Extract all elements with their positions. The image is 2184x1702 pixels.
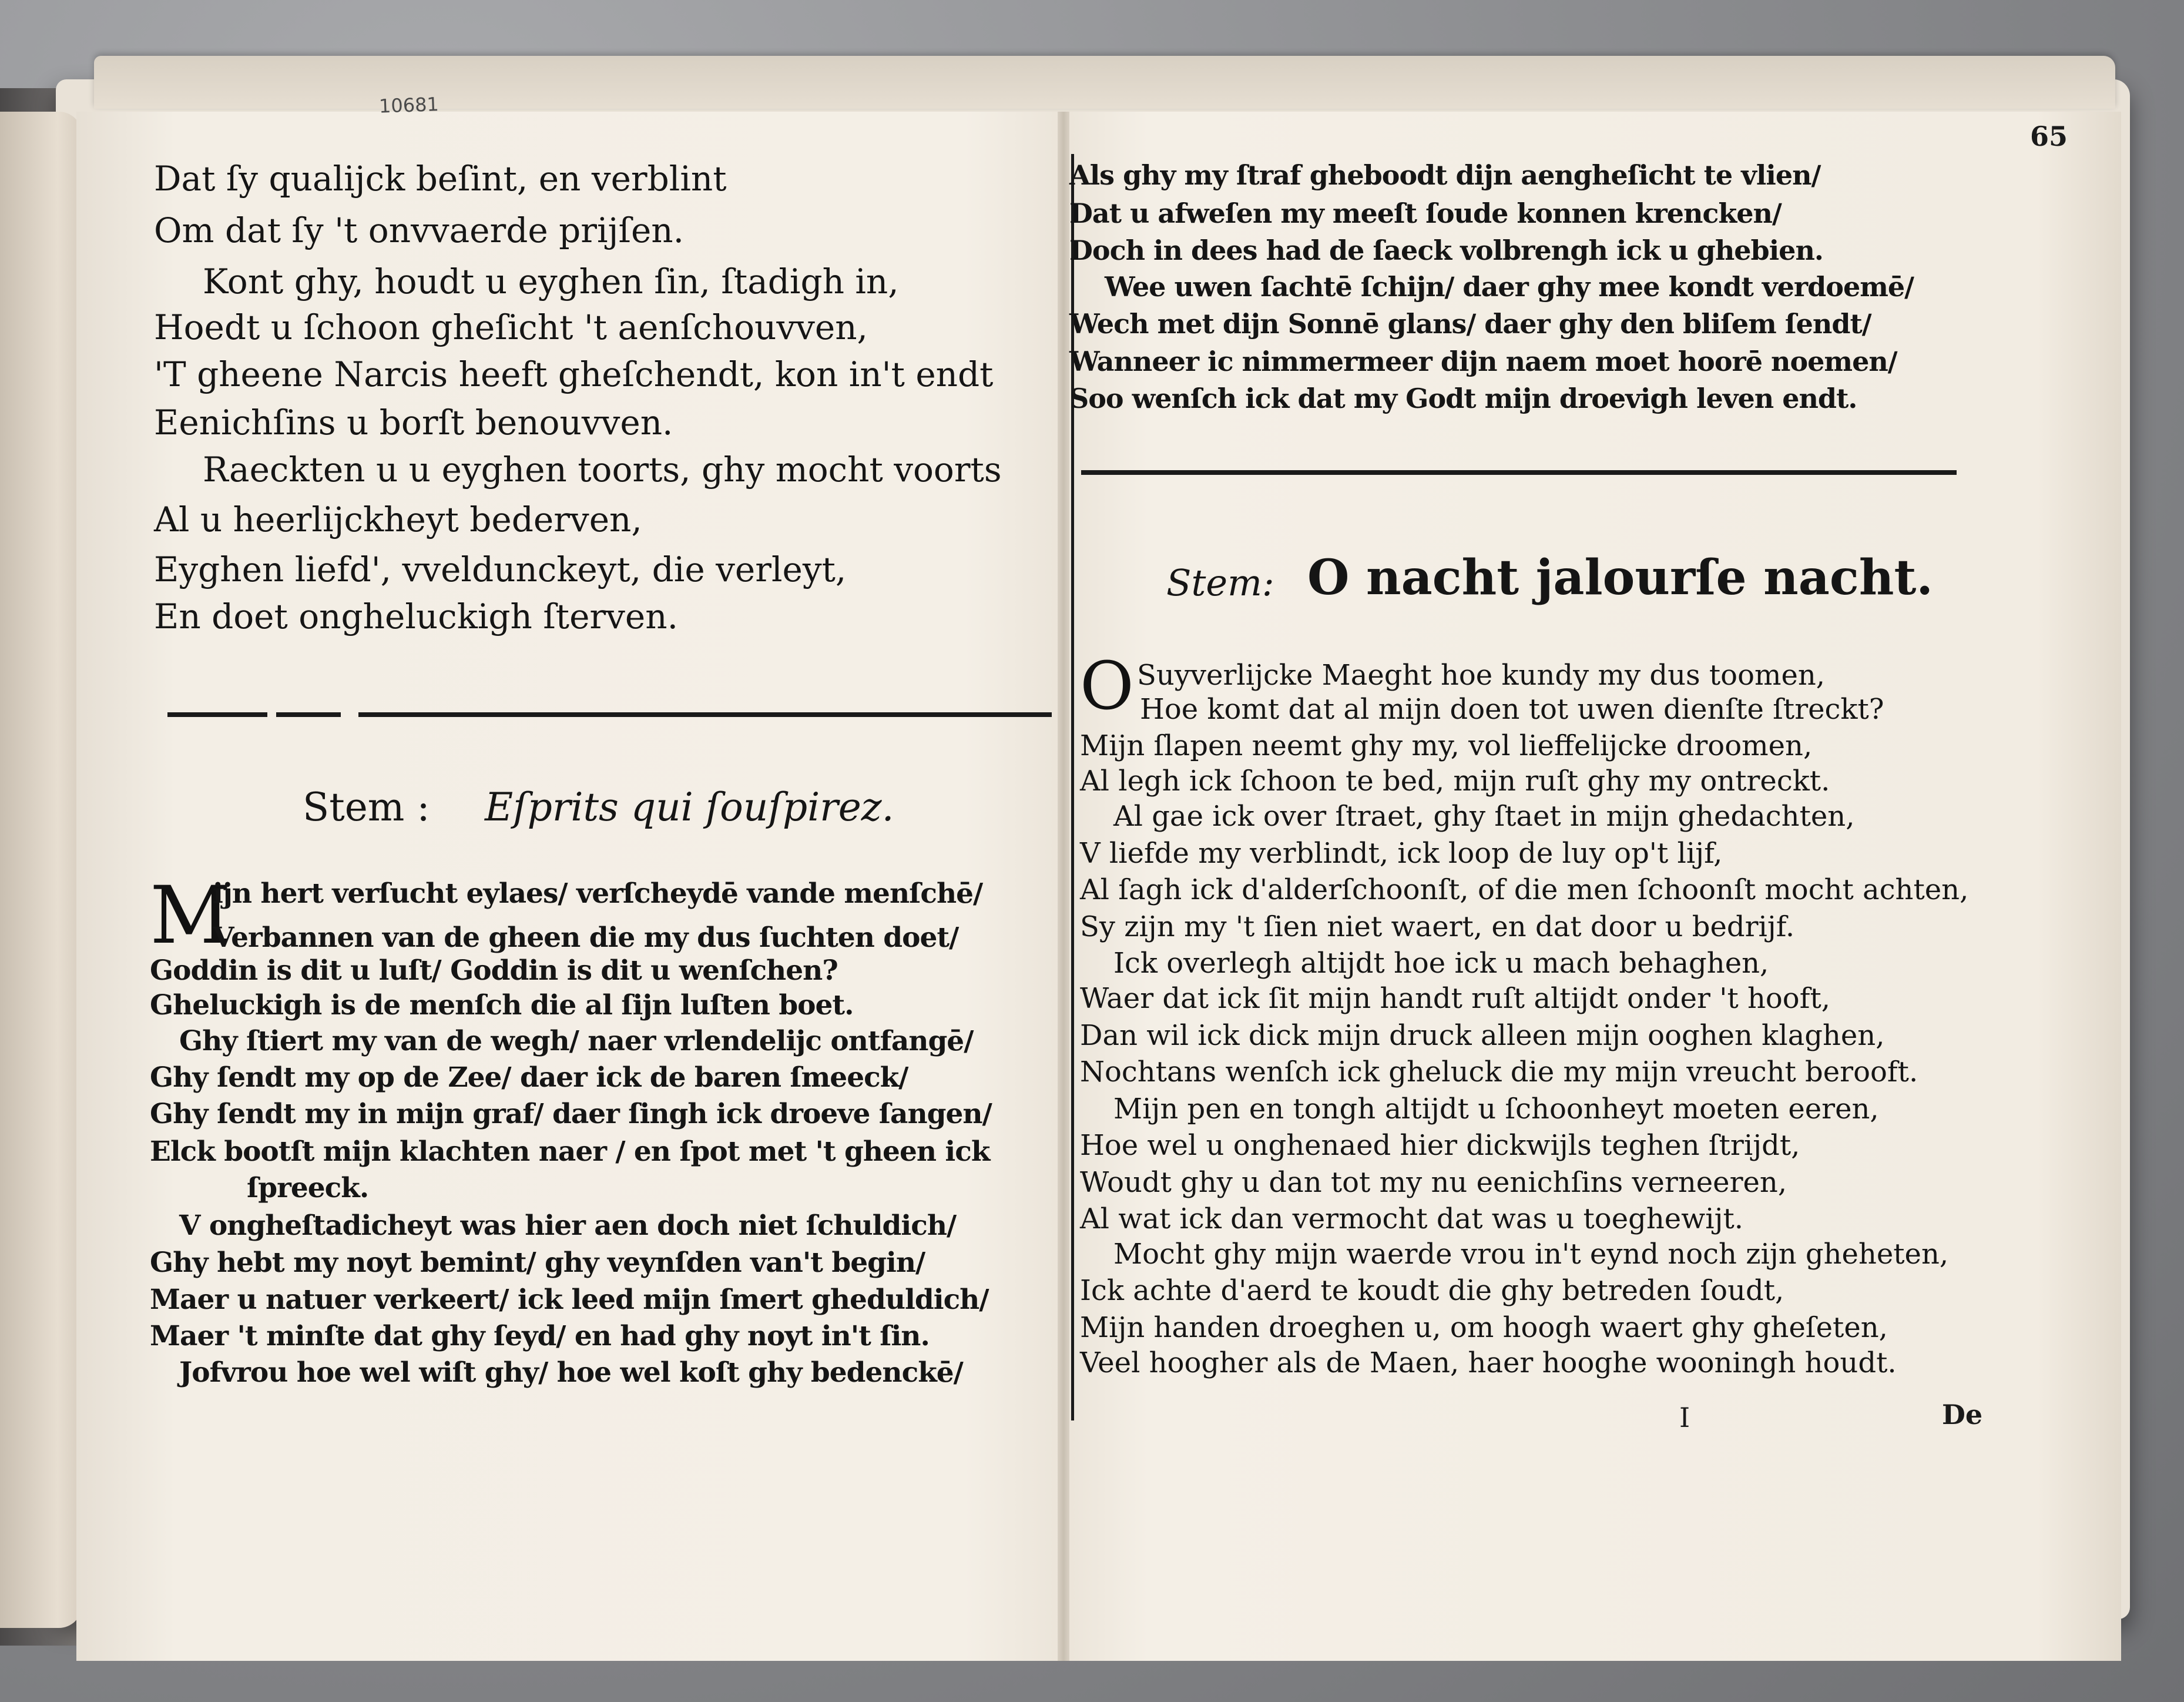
verse-line: Waer dat ick ſit mijn handt ruſt altijdt onder 't hooft,: [1080, 982, 1831, 1015]
verse-line: Nochtans wenſch ick gheluck die my mijn vreucht berooft.: [1080, 1056, 1918, 1088]
verse-line: Goddin is dit u luſt/ Goddin is dit u wenſchen?: [150, 954, 838, 987]
verse-line: Wee uwen ſachtē ſchijn/ daer ghy mee kondt verdoemē/: [1105, 271, 1914, 303]
verse-line: Al gae ick over ſtraet, ghy ſtaet in mijn ghedachten,: [1113, 800, 1855, 833]
verse-line: Raeckten u u eyghen toorts, ghy mocht voorts: [203, 450, 1002, 490]
book-gutter: [1058, 112, 1069, 1661]
verse-line: Eyghen liefd', vveldunckeyt, die verleyt,: [154, 550, 847, 589]
shelfmark-pencil: 10681: [378, 93, 440, 118]
verse-line: Elck bootſt mijn klachten naer / en ſpot met 't gheen ick: [150, 1135, 990, 1168]
verse-line: Dat ſy qualijck beſint, en verblint: [154, 159, 727, 199]
verse-line: Maer 't minſte dat ghy ſeyd/ en had ghy noyt in't ſin.: [150, 1320, 930, 1352]
verse-line: Mijn ſlapen neemt ghy my, vol lieffelijcke droomen,: [1080, 729, 1813, 762]
verse-line: ijn hert verſucht eylaes/ verſcheydē vande menſchē/: [213, 877, 983, 910]
verse-line: Wech met dijn Sonnē glans/ daer ghy den bliſem ſendt/: [1069, 308, 1871, 340]
section-rule: [1081, 470, 1957, 475]
verse-line: Kont ghy, houdt u eyghen ſin, ſtadigh in,: [203, 262, 899, 301]
verse-line: Als ghy my ſtraf gheboodt dijn aengheſicht te vlien/: [1069, 159, 1821, 191]
verse-line: Suyverlijcke Maeght hoe kundy my dus toomen,: [1137, 659, 1826, 692]
verse-line: Sy zijn my 't ſien niet waert, en dat door u bedrijf.: [1080, 910, 1795, 943]
column-rule: [1071, 154, 1074, 1420]
verse-line: En doet ongheluckigh ſterven.: [154, 597, 679, 636]
stem-label: Stem :: [303, 785, 430, 830]
verse-line: Ick overlegh altijdt hoe ick u mach behaghen,: [1113, 947, 1769, 980]
verse-line: Verbannen van de gheen die my dus ſuchten doet/: [213, 922, 959, 954]
stem-label: Stem:: [1166, 561, 1274, 604]
verse-line: V liefde my verblindt, ick loop de luy op't lijf,: [1080, 837, 1723, 870]
verse-line: V ongheſtadicheyt was hier aen doch niet ſchuldich/: [179, 1210, 957, 1242]
verse-line: Mocht ghy mijn waerde vrou in't eynd noch zijn gheheten,: [1113, 1238, 1949, 1271]
verse-line: Al ſagh ick d'alderſchoonſt, of die men ſchoonſt mocht achten,: [1080, 873, 1969, 906]
verse-line: Ghy ſtiert my van de wegh/ naer vrlendelijc ontfangē/: [179, 1025, 974, 1057]
signature-mark: I: [1679, 1402, 1690, 1433]
verse-line: Hoe wel u onghenaed hier dickwijls teghen ſtrijdt,: [1080, 1129, 1800, 1162]
verse-line: 'T gheene Narcis heeft gheſchendt, kon in't endt: [154, 354, 994, 394]
verse-line: Al legh ick ſchoon te bed, mijn ruſt ghy my ontreckt.: [1080, 765, 1830, 798]
left-page-fold: [0, 112, 82, 1628]
verse-line: Dan wil ick dick mijn druck alleen mijn ooghen klaghen,: [1080, 1019, 1885, 1052]
page-number: 65: [2030, 120, 2068, 152]
verse-line: Ghy ſendt my op de Zee/ daer ick de baren ſmeeck/: [150, 1061, 908, 1094]
section-rule: [358, 712, 1052, 717]
verse-line: Doch in dees had de ſaeck volbrengh ick u ghebien.: [1069, 234, 1823, 266]
verse-line: Al u heerlijckheyt bederven,: [154, 500, 642, 540]
verse-line: Veel hoogher als de Maen, haer hooghe wooningh houdt.: [1080, 1346, 1897, 1379]
verse-line: Soo wenſch ick dat my Godt mijn droevigh leven endt.: [1069, 383, 1857, 414]
section-rule: [167, 712, 267, 717]
verse-line: ſpreeck.: [247, 1172, 369, 1204]
verse-line: Woudt ghy u dan tot my nu eenichſins verneeren,: [1080, 1166, 1787, 1199]
catchword: De: [1942, 1399, 1983, 1430]
verse-line: Ghy ſendt my in mijn graf/ daer ſingh ick droeve ſangen/: [150, 1098, 992, 1130]
verse-line: Ghy hebt my noyt bemint/ ghy veynſden van't begin/: [150, 1247, 925, 1279]
stem-tune: Eſprits qui ſouſpirez.: [485, 785, 894, 830]
verse-line: Gheluckigh is de menſch die al ſijn luſten boet.: [150, 989, 854, 1021]
stem-tune: O nacht jalourſe nacht.: [1307, 550, 1933, 606]
drop-cap-O: O: [1080, 648, 1134, 725]
verse-line: Hoe komt dat al mijn doen tot uwen dienſte ſtreckt?: [1140, 693, 1884, 726]
verse-line: Wanneer ic nimmermeer dijn naem moet hoorē noemen/: [1069, 346, 1897, 377]
verse-line: Mijn handen droeghen u, om hoogh waert ghy gheſeten,: [1080, 1311, 1888, 1344]
verse-line: Mijn pen en tongh altijdt u ſchoonheyt moeten eeren,: [1113, 1093, 1879, 1125]
verse-line: Dat u afweſen my meeſt ſoude konnen krencken/: [1069, 197, 1782, 229]
section-rule: [276, 712, 341, 717]
verse-line: Hoedt u ſchoon gheſicht 't aenſchouvven,: [154, 307, 868, 347]
verse-line: Om dat ſy 't onvvaerde prijſen.: [154, 210, 685, 250]
verse-line: Jofvrou hoe wel wiſt ghy/ hoe wel koſt ghy bedenckē/: [179, 1356, 963, 1389]
verse-line: Ick achte d'aerd te koudt die ghy betreden ſoudt,: [1080, 1274, 1784, 1307]
drop-cap-M: M: [150, 869, 232, 961]
verse-line: Eenichſins u borſt benouvven.: [154, 403, 673, 443]
verse-line: Al wat ick dan vermocht dat was u toeghewijt.: [1080, 1202, 1744, 1235]
verse-line: Maer u natuer verkeert/ ick leed mijn ſmert gheduldich/: [150, 1284, 989, 1316]
